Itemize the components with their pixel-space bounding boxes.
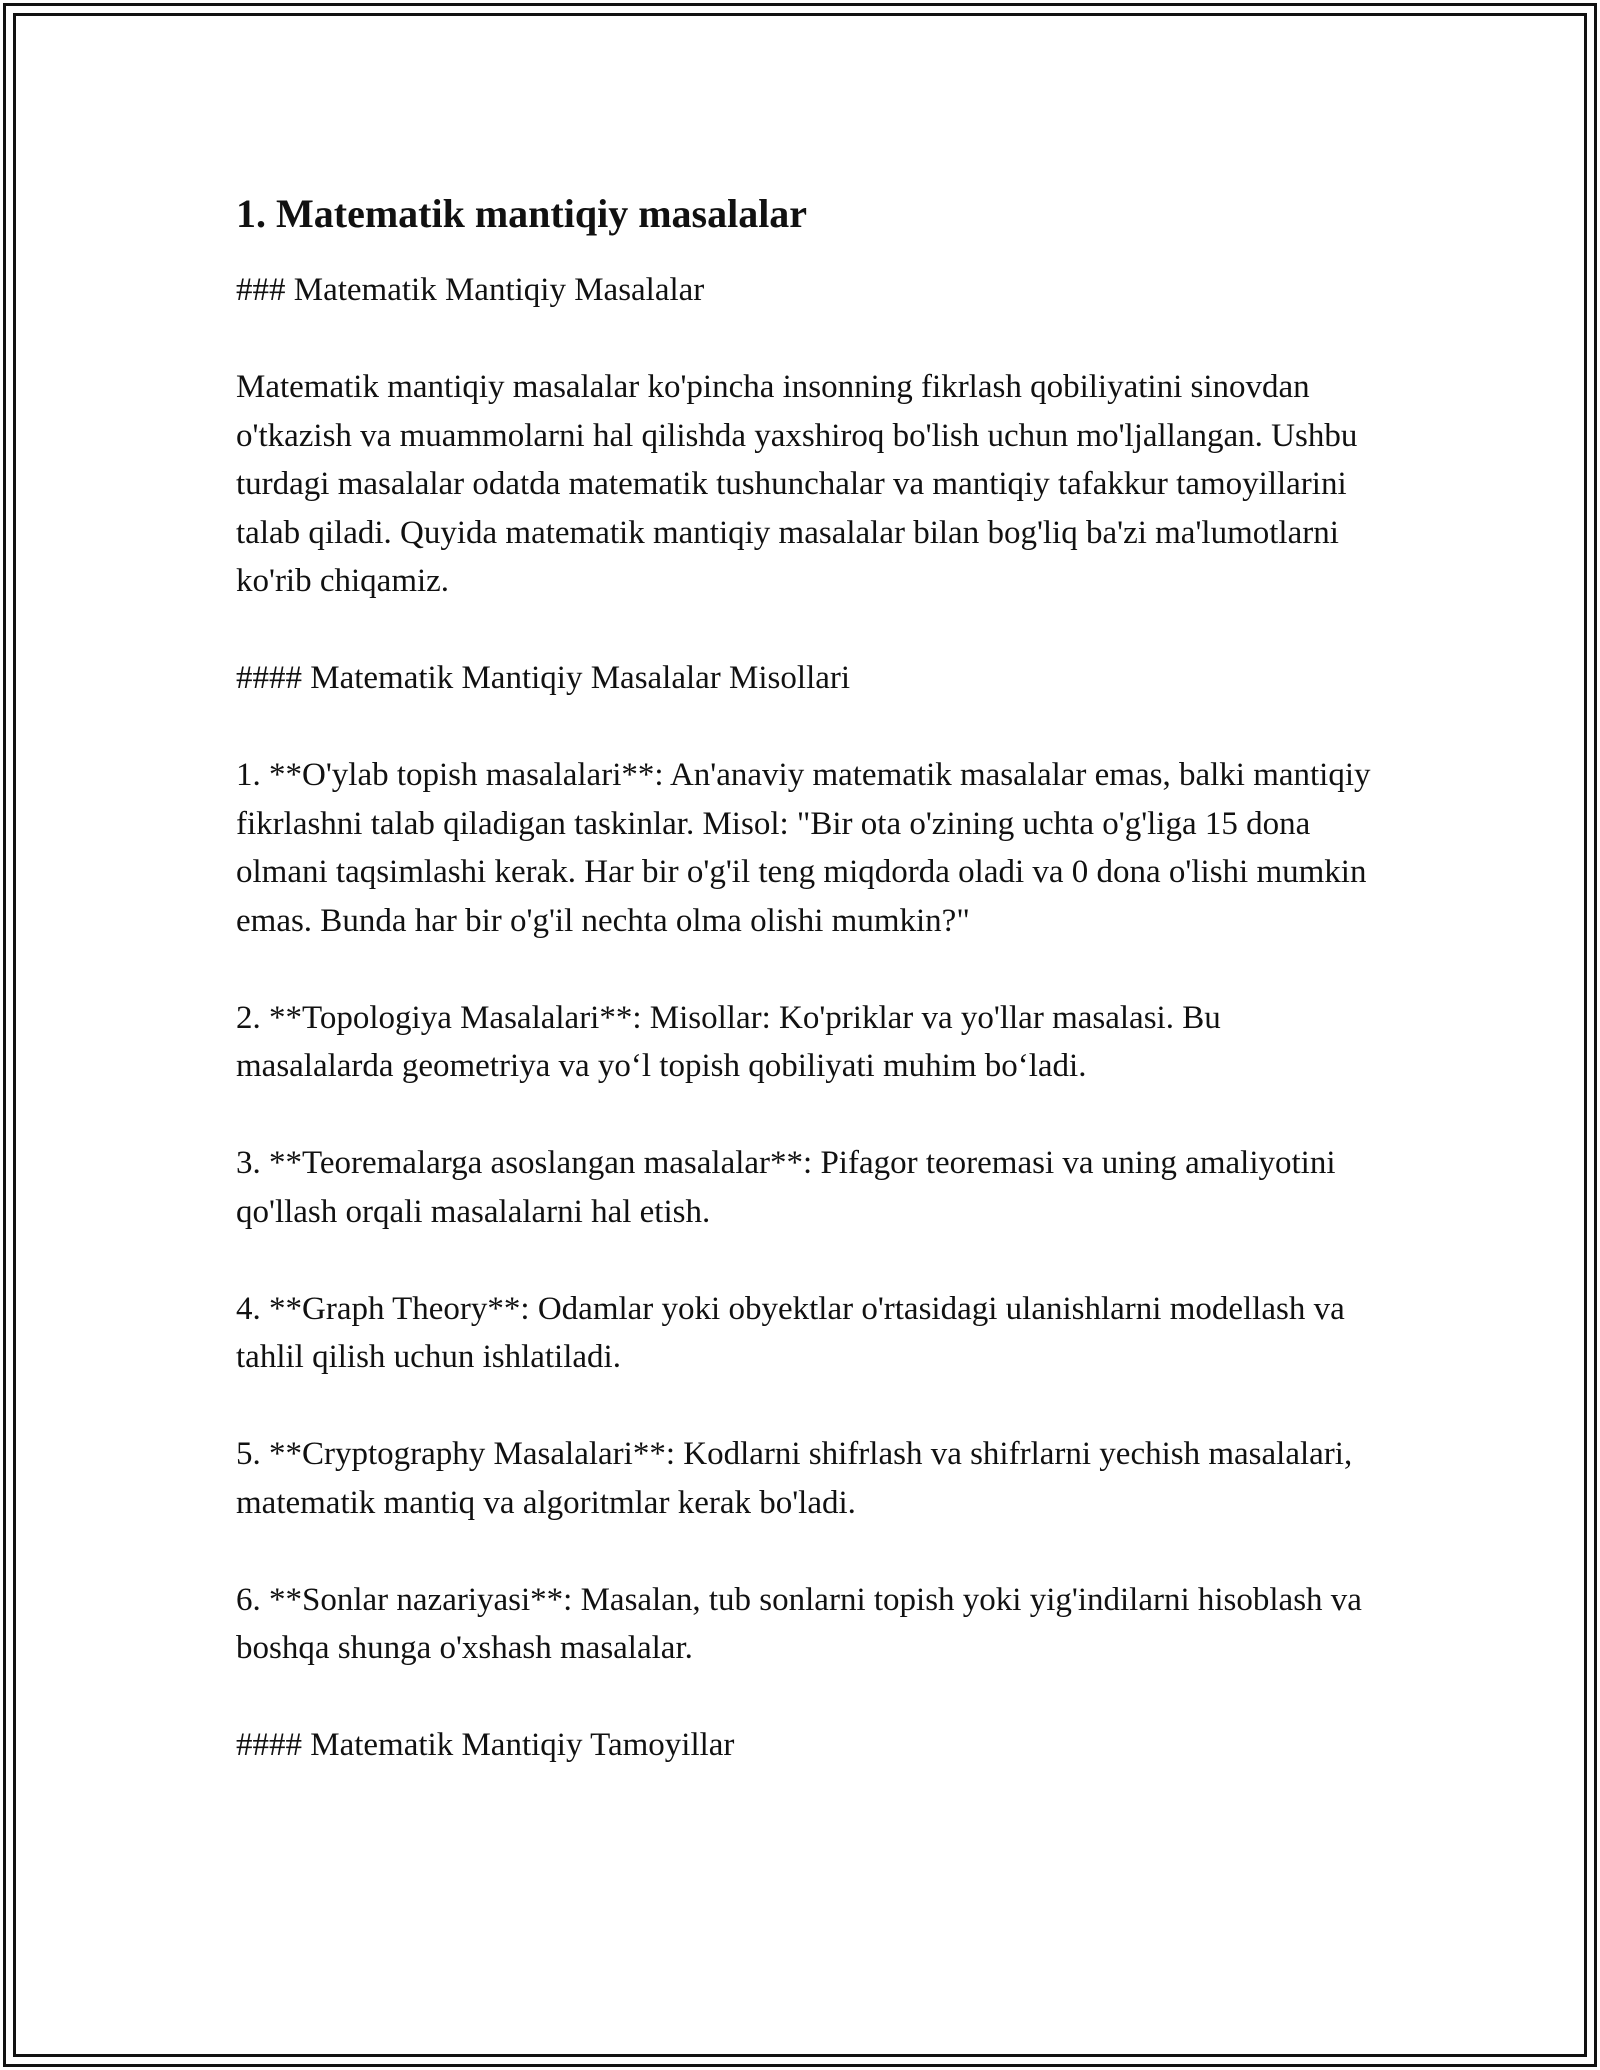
list-item: 2. **Topologiya Masalalari**: Misollar: Ko'priklar va yo'llar masalasi. Bu masalalarda geometriya va yo‘l topish qobiliyati muhim bo‘ladi.: [236, 999, 1221, 1084]
subheading: ### Matematik Mantiqiy Masalalar: [236, 272, 705, 308]
examples-heading: #### Matematik Mantiqiy Masalalar Misollari: [236, 660, 851, 696]
intro-paragraph: Matematik mantiqiy masalalar ko'pincha insonning fikrlash qobiliyatini sinovdan o'tkazish va muammolarni hal qilishda yaxshiroq bo'lish uchun mo'ljallangan. Ushbu turdagi masalalar odatda matematik tushunchalar va mantiqiy tafakkur tamoyillarini talab qiladi. Quyida matematik mantiqiy masalalar bilan bog'liq ba'zi ma'lumotlarni ko'rib chiqamiz.: [236, 369, 1358, 599]
principles-heading: #### Matematik Mantiqiy Tamoyillar: [236, 1727, 735, 1763]
list-item: 4. **Graph Theory**: Odamlar yoki obyektlar o'rtasidagi ulanishlarni modellash va tahlil qilish uchun ishlatiladi.: [236, 1290, 1345, 1375]
list-item: 3. **Teoremalarga asoslangan masalalar**: Pifagor teoremasi va uning amaliyotini qo'llash orqali masalalarni hal etish.: [236, 1145, 1336, 1230]
list-item: 1. **O'ylab topish masalalari**: An'anaviy matematik masalalar emas, balki mantiqiy fikrlashni talab qiladigan taskinlar. Misol: "Bir ota o'zining uchta o'g'liga 15 dona olmani taqsimlashi kerak. Har bir o'g'il teng miqdorda oladi va 0 dona o'lishi mumkin emas. Bunda har bir o'g'il nechta olma olishi mumkin?": [236, 757, 1371, 939]
list-item: 6. **Sonlar nazariyasi**: Masalan, tub sonlarni topish yoki yig'indilarni hisoblash va boshqa shunga o'xshash masalalar.: [236, 1581, 1362, 1666]
list-item: 5. **Cryptography Masalalari**: Kodlarni shifrlash va shifrlarni yechish masalalari, matematik mantiq va algoritmlar kerak bo'ladi.: [236, 1436, 1353, 1521]
document-body: [236, 186, 1386, 1770]
page-title: 1. Matematik mantiqiy masalalar: [236, 191, 808, 236]
